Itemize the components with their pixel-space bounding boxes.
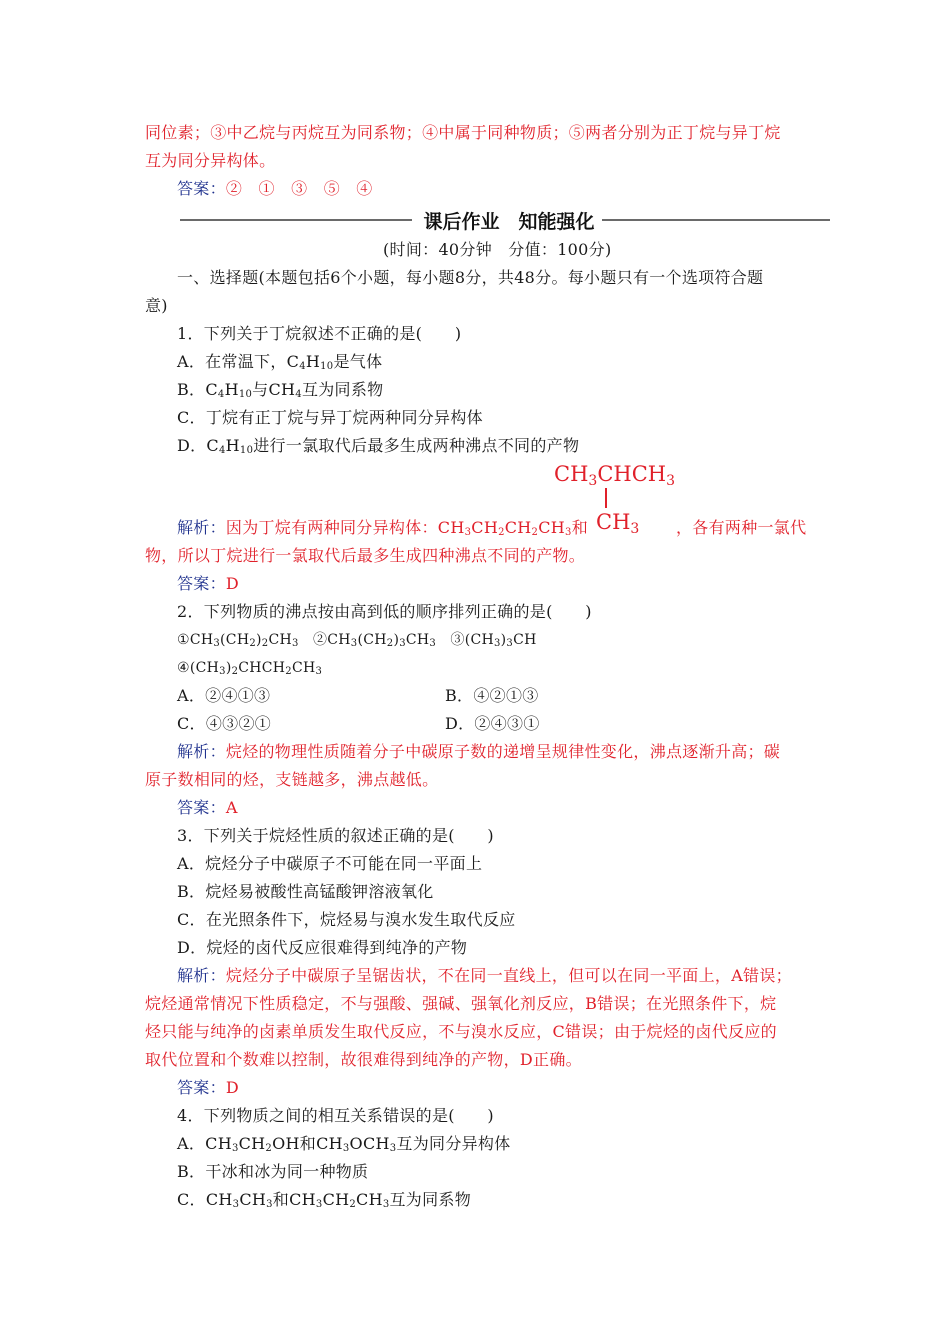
q2-compounds-line-1: $①CH_3(CH_2)_2CH_3$ $②CH_3(CH_2)_3CH_3$ $③(CH_3)_3CH$ [177, 632, 537, 649]
formula-bond-line [605, 488, 607, 508]
q3-explanation-line-3: 烃只能与纯净的卤素单质发生取代反应，不与溴水反应，C错误；由于烷烃的卤代反应的 [145, 1022, 777, 1041]
q3-explanation-line-1: 解析：烷烃分子中碳原子呈锯齿状，不在同一直线上，但可以在同一平面上，A错误； [177, 966, 792, 985]
prev-answer [177, 179, 373, 199]
answer-label: 答案： [177, 1078, 226, 1097]
q2-option-a: A．②④①③ [177, 686, 271, 705]
q3-answer [177, 1078, 239, 1098]
q2-option-b: B．④②①③ [445, 686, 539, 705]
q1-option-a: A．在常温下，$C_4H_{10}$是气体 [177, 352, 383, 372]
prev-explanation-line-2: 互为同分异构体。 [145, 151, 276, 170]
q1-stem: 1．下列关于丁烷叙述不正确的是( ) [177, 324, 462, 343]
answer-label: 答案： [177, 574, 226, 593]
answer-value: A [225, 798, 238, 817]
q2-option-c: C．④③②① [177, 714, 272, 733]
q3-option-d: D．烷烃的卤代反应很难得到纯净的产物 [177, 938, 468, 957]
explanation-label: 解析： [177, 966, 226, 985]
section-instructions-line-2: 意) [145, 296, 168, 315]
q1-explanation-line-1: 解析：因为丁烷有两种同分异构体：$CH_3CH_2CH_2CH_3$和 [177, 518, 588, 538]
answer-value: D [225, 574, 240, 593]
section-meta: (时间：40分钟 分值：100分) [383, 240, 612, 259]
q2-explanation-line-2: 原子数相同的烃，支链越多，沸点越低。 [145, 770, 439, 789]
q2-stem: 2．下列物质的沸点按由高到低的顺序排列正确的是( ) [177, 602, 592, 621]
q1-option-c: C．丁烷有正丁烷与异丁烷两种同分异构体 [177, 408, 483, 427]
explanation-label: 解析： [177, 742, 226, 761]
q1-explanation-line-2: 物，所以丁烷进行一氯取代后最多生成四种沸点不同的产物。 [145, 546, 586, 565]
section-instructions-line-1: 一、选择题(本题包括6个小题，每小题8分，共48分。每小题只有一个选项符合题 [177, 268, 764, 287]
explanation-label: 解析： [177, 518, 226, 537]
q3-explanation-line-2: 烷烃通常情况下性质稳定，不与强酸、强碱、强氧化剂反应，B错误；在光照条件下，烷 [145, 994, 777, 1013]
q1-option-b: B．$C_4H_{10}$与$CH_4$互为同系物 [177, 380, 384, 400]
q1-explanation-line-1-tail: ，各有两种一氯代 [676, 518, 807, 537]
q4-option-a: A．$CH_3CH_2OH$和$CH_3OCH_3$互为同分异构体 [177, 1134, 511, 1154]
q3-explanation-line-4: 取代位置和个数难以控制，故很难得到纯净的产物，D正确。 [145, 1050, 582, 1069]
q3-option-b: B．烷烃易被酸性高锰酸钾溶液氧化 [177, 882, 434, 901]
q4-option-c: C．$CH_3CH_3$和$CH_3CH_2CH_3$互为同系物 [177, 1190, 472, 1210]
q2-answer [177, 798, 238, 818]
answer-value: ② ① ③ ⑤ ④ [225, 179, 373, 198]
q2-option-d: D．②④③① [445, 714, 540, 733]
section-title: 课后作业 知能强化 [423, 211, 595, 233]
q3-option-c: C．在光照条件下，烷烃易与溴水发生取代反应 [177, 910, 516, 929]
header-rule-left [180, 219, 412, 221]
q1-answer [177, 574, 239, 594]
q2-compounds-line-2: $④(CH_3)_2CHCH_2CH_3$ [177, 660, 323, 677]
q4-option-b: B．干冰和冰为同一种物质 [177, 1162, 369, 1181]
q1-option-d: D．$C_4H_{10}$进行一氯取代后最多生成两种沸点不同的产物 [177, 436, 580, 456]
q3-option-a: A．烷烃分子中碳原子不可能在同一平面上 [177, 854, 483, 873]
prev-explanation-line-1: 同位素；③中乙烷与丙烷互为同系物；④中属于同种物质；⑤两者分别为正丁烷与异丁烷 [145, 123, 781, 142]
answer-label: 答案： [177, 179, 226, 198]
header-rule-right [602, 219, 830, 221]
answer-label: 答案： [177, 798, 226, 817]
q2-explanation-line-1: 解析：烷烃的物理性质随着分子中碳原子数的递增呈规律性变化，沸点逐渐升高；碳 [177, 742, 781, 761]
answer-value: D [225, 1078, 240, 1097]
formula-main-chain: $CH_3CHCH_3$ [554, 462, 675, 489]
q3-stem: 3．下列关于烷烃性质的叙述正确的是( ) [177, 826, 494, 845]
section-header [180, 205, 830, 235]
formula-branch: $CH_3$ [596, 510, 640, 537]
q4-stem: 4．下列物质之间的相互关系错误的是( ) [177, 1106, 494, 1125]
